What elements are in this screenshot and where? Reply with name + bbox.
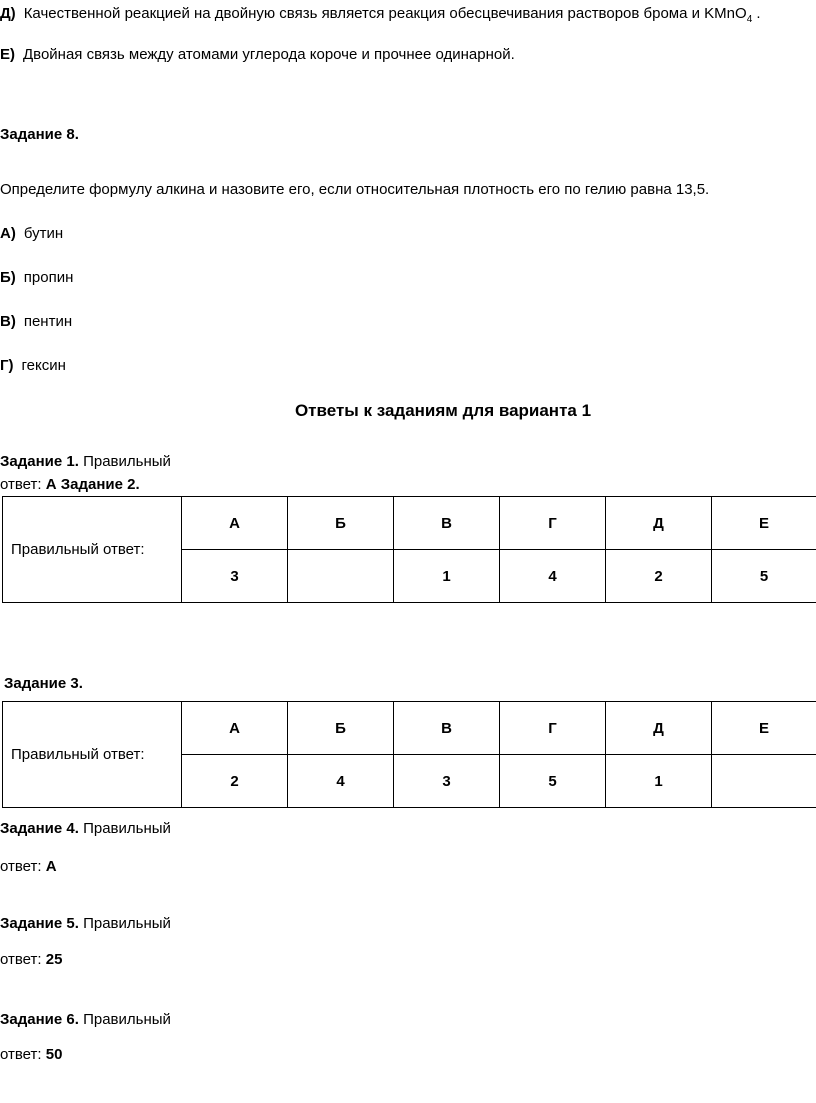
option-letter: Б) (0, 269, 16, 286)
statement-e-prefix: Е) (0, 46, 15, 63)
task4-line2 (0, 857, 57, 877)
column-header: А (182, 497, 288, 550)
table-row (3, 497, 816, 550)
task4-label: Задание 4. (0, 820, 79, 837)
column-header: Е (712, 702, 816, 755)
task5-text2: ответ: (0, 951, 46, 968)
answer-cell (288, 550, 394, 603)
task6-line1 (0, 1010, 171, 1030)
statement-d-text: Качественной реакцией на двойную связь является реакция обесцвечивания растворов брома и KMnO (23, 5, 747, 22)
task1-text2: ответ: (0, 476, 46, 493)
column-header: Г (500, 702, 606, 755)
option-text: пропин (23, 269, 74, 286)
answer-cell: 5 (712, 550, 816, 603)
option-text: гексин (21, 357, 66, 374)
task6-value: 50 (45, 1046, 63, 1063)
statement-e-text: Двойная связь между атомами углерода короче и прочнее одинарной. (23, 46, 515, 63)
statement-d-prefix: Д) (0, 5, 16, 22)
column-header: Д (606, 497, 712, 550)
task2-label: Задание 2. (56, 476, 140, 493)
task8-question: Определите формулу алкина и назовите его, если относительная плотность его по гелию равна 13,5. (0, 181, 710, 198)
task1-line1 (0, 452, 171, 472)
statement-e (0, 45, 515, 65)
table-row (3, 702, 816, 755)
statement-d-subscript: 4 (746, 14, 753, 25)
task5-label: Задание 5. (0, 915, 79, 932)
answer-cell: 1 (394, 550, 500, 603)
answer-cell: 4 (288, 755, 394, 808)
task5-line1 (0, 914, 171, 934)
column-header: А (182, 702, 288, 755)
task1-text1: Правильный (78, 453, 171, 470)
answer-cell: 2 (606, 550, 712, 603)
answers-title: Ответы к заданиям для варианта 1 (294, 401, 592, 420)
task8-option-d (0, 356, 66, 376)
column-header: Д (606, 702, 712, 755)
task8-option-b (0, 268, 73, 288)
answer-cell: 1 (606, 755, 712, 808)
task4-text1: Правильный (78, 820, 171, 837)
statement-d (0, 4, 761, 30)
task4-value: А (45, 858, 57, 875)
answer-cell (712, 755, 816, 808)
task5-value: 25 (45, 951, 63, 968)
answer-cell: 3 (394, 755, 500, 808)
answer-cell: 5 (500, 755, 606, 808)
row-label: Правильный ответ: (3, 497, 182, 603)
task5-line2 (0, 950, 62, 970)
column-header: Е (712, 497, 816, 550)
answer-cell: 4 (500, 550, 606, 603)
task8-option-c (0, 312, 72, 332)
task3-answer-table (2, 701, 816, 808)
option-letter: Г) (0, 357, 14, 374)
option-letter: В) (0, 313, 16, 330)
task1-line2 (0, 475, 140, 495)
answer-cell: 3 (182, 550, 288, 603)
column-header: В (394, 702, 500, 755)
task6-text2: ответ: (0, 1046, 46, 1063)
option-text: бутин (23, 225, 64, 242)
task8-heading: Задание 8. (0, 126, 79, 143)
task3-label: Задание 3. (4, 675, 83, 692)
task6-text1: Правильный (78, 1011, 171, 1028)
task1-label: Задание 1. (0, 453, 79, 470)
task8-option-a (0, 224, 63, 244)
task4-line1 (0, 819, 171, 839)
column-header: Б (288, 497, 394, 550)
task1-value: А (45, 476, 57, 493)
task5-text1: Правильный (78, 915, 171, 932)
statement-d-end: . (752, 5, 761, 22)
answer-cell: 2 (182, 755, 288, 808)
column-header: Б (288, 702, 394, 755)
task6-label: Задание 6. (0, 1011, 79, 1028)
task2-answer-table (2, 496, 816, 603)
row-label: Правильный ответ: (3, 702, 182, 808)
option-letter: А) (0, 225, 16, 242)
column-header: Г (500, 497, 606, 550)
task4-text2: ответ: (0, 858, 46, 875)
option-text: пентин (23, 313, 73, 330)
column-header: В (394, 497, 500, 550)
task6-line2 (0, 1045, 62, 1065)
